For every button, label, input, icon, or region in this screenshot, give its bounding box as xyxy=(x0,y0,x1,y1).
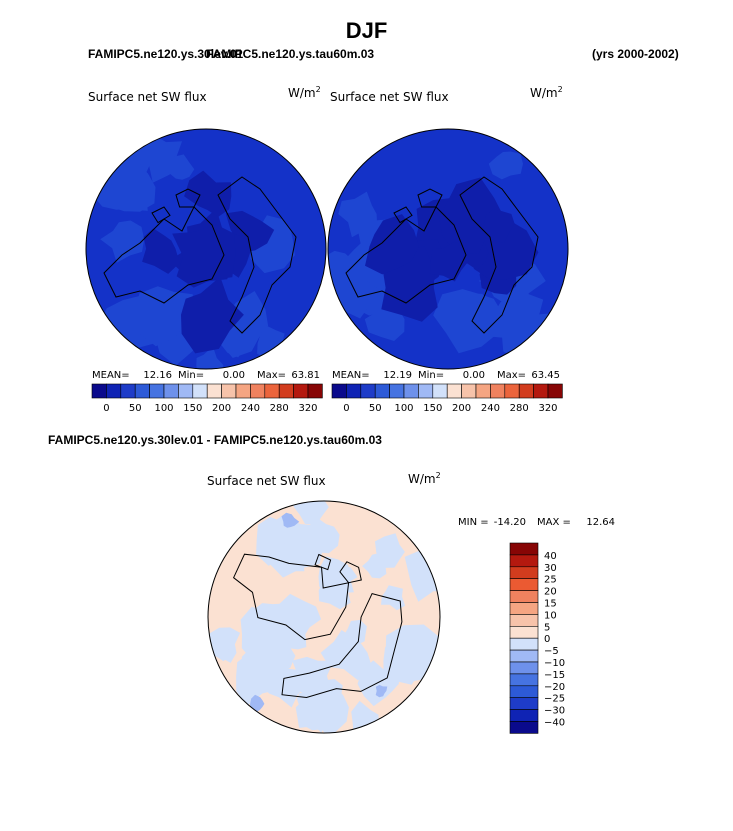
panel-3-colorbar-tick: −25 xyxy=(544,693,566,705)
panel-1-colorbar-box xyxy=(207,384,221,398)
panel-2-colorbar-box xyxy=(476,384,490,398)
panel-3-colorbar-box xyxy=(510,710,538,722)
panel-1-colorbar-tick: 150 xyxy=(183,403,203,414)
panel-3-colorbar-box xyxy=(510,626,538,638)
panel-2-colorbar-tick: 0 xyxy=(343,403,350,414)
panel-1-colorbar-box xyxy=(222,384,236,398)
panel-1-colorbar-tick: 240 xyxy=(240,403,260,414)
panel-1-max-label: Max= xyxy=(257,370,287,381)
panel-1-units: $W/m^2$ xyxy=(288,85,321,100)
panel-2-max-label: Max= xyxy=(497,370,527,381)
panel-2-colorbar-box xyxy=(548,384,562,398)
case-2-label: FAMIPC5.ne120.ys.tau60m.03 xyxy=(206,47,375,61)
panel-2-mean-value: 12.19 xyxy=(383,370,412,381)
panel-2-colorbar-box xyxy=(390,384,404,398)
panel-3-colorbar-tick: −30 xyxy=(544,705,566,717)
panel-2-colorbar-box xyxy=(375,384,389,398)
page-title: DJF xyxy=(345,18,388,43)
panel-3-colorbar-tick: 40 xyxy=(544,550,557,562)
panel-1-colorbar-tick: 0 xyxy=(103,403,110,414)
panel-2-colorbar-box xyxy=(447,384,461,398)
panel-1-mean-value: 12.16 xyxy=(143,370,172,381)
panel-3-colorbar-tick: −20 xyxy=(544,681,566,693)
panel-1-min-value: 0.00 xyxy=(222,370,245,381)
panel-2-title: Surface net SW flux xyxy=(330,90,449,104)
panel-2-colorbar-box xyxy=(404,384,418,398)
panel-1-colorbar-box xyxy=(236,384,250,398)
panel-2-colorbar-box xyxy=(490,384,504,398)
panel-1-title: Surface net SW flux xyxy=(88,90,207,104)
panel-3-min-label: MIN = xyxy=(458,517,489,528)
panel-1-colorbar-tick: 100 xyxy=(154,403,174,414)
panel-1-min-label: Min= xyxy=(178,370,205,381)
panel-1-colorbar-box xyxy=(308,384,322,398)
panel-3-colorbar-tick: 30 xyxy=(544,562,557,574)
panel-1-colorbar-box xyxy=(250,384,264,398)
panel-1-colorbar-box xyxy=(279,384,293,398)
panel-2-min-label: Min= xyxy=(418,370,445,381)
panel-3-colorbar-box xyxy=(510,603,538,615)
panel-3-colorbar-box xyxy=(510,567,538,579)
panel-1-colorbar-box xyxy=(265,384,279,398)
panel-2-units: $W/m^2$ xyxy=(530,85,563,100)
panel-2-colorbar-box xyxy=(505,384,519,398)
panel-3-max-value: 12.64 xyxy=(586,517,615,528)
panel-2-colorbar-box xyxy=(534,384,548,398)
years-label: (yrs 2000-2002) xyxy=(592,47,679,61)
panel-2-max-value: 63.45 xyxy=(531,370,560,381)
panel-1-colorbar-tick: 50 xyxy=(128,403,142,414)
panel-3-min-value: -14.20 xyxy=(493,517,526,528)
panel-3-colorbar-box xyxy=(510,614,538,626)
panel-3-colorbar-box xyxy=(510,650,538,662)
panel-2-mean-label: MEAN= xyxy=(332,370,370,381)
panel-2-colorbar-box xyxy=(361,384,375,398)
panel-2-colorbar-box xyxy=(519,384,533,398)
panel-1-colorbar-box xyxy=(164,384,178,398)
panel-3-colorbar-box xyxy=(510,543,538,555)
panel-3-colorbar-box xyxy=(510,722,538,734)
panel-3-colorbar-tick: 5 xyxy=(544,622,551,634)
panel-3-colorbar-tick: 10 xyxy=(544,610,557,622)
panel-3-units: $W/m^2$ xyxy=(408,471,441,486)
panel-1-colorbar-box xyxy=(106,384,120,398)
panel-2-colorbar-box xyxy=(418,384,432,398)
panel-3-title: Surface net SW flux xyxy=(207,474,326,488)
panel-3-colorbar-box xyxy=(510,579,538,591)
panel-1-mean-label: MEAN= xyxy=(92,370,130,381)
panel-1-colorbar-box xyxy=(294,384,308,398)
panel-1-max-value: 63.81 xyxy=(291,370,320,381)
panel-3-colorbar-box xyxy=(510,674,538,686)
panel-2-colorbar-tick: 280 xyxy=(509,403,529,414)
panel-3-colorbar-box xyxy=(510,686,538,698)
panel-2-colorbar-box xyxy=(346,384,360,398)
panel-2-colorbar-tick: 240 xyxy=(480,403,500,414)
panel-1-colorbar-box xyxy=(178,384,192,398)
panel-1-colorbar-tick: 200 xyxy=(212,403,232,414)
panel-2-colorbar-tick: 200 xyxy=(452,403,472,414)
panel-3-colorbar-tick: 0 xyxy=(544,634,551,646)
panel-2-colorbar-tick: 50 xyxy=(368,403,382,414)
panel-2-colorbar-box xyxy=(462,384,476,398)
panel-2-colorbar-tick: 150 xyxy=(423,403,443,414)
panel-3-colorbar-tick: −40 xyxy=(544,717,566,729)
panel-1-colorbar-tick: 280 xyxy=(269,403,289,414)
panel-2-colorbar-box xyxy=(332,384,346,398)
panel-3-colorbar-tick: −10 xyxy=(544,658,566,669)
panel-2-colorbar-tick: 100 xyxy=(394,403,414,414)
panel-3-colorbar-box xyxy=(510,591,538,603)
panel-1-colorbar-box xyxy=(193,384,207,398)
panel-1-colorbar-tick: 320 xyxy=(298,403,318,414)
panel-3-colorbar-box xyxy=(510,555,538,567)
panel-3-colorbar-box xyxy=(510,662,538,674)
panel-3-colorbar-tick: 20 xyxy=(544,586,557,598)
difference-title: FAMIPC5.ne120.ys.30lev.01 - FAMIPC5.ne120.ys.tau60m.03 xyxy=(48,433,382,447)
panel-3-colorbar-tick: 15 xyxy=(544,598,557,610)
panel-1-colorbar-box xyxy=(135,384,149,398)
panel-1-colorbar-box xyxy=(150,384,164,398)
panel-1-colorbar-box xyxy=(121,384,135,398)
panel-3-max-label: MAX = xyxy=(537,517,571,528)
panel-3-colorbar-tick: 25 xyxy=(544,574,557,586)
panel-1-colorbar-box xyxy=(92,384,106,398)
panel-3-colorbar-tick: −15 xyxy=(544,669,566,681)
panel-3-colorbar-tick: −5 xyxy=(544,646,559,658)
panel-2-colorbar-tick: 320 xyxy=(538,403,558,414)
panel-2-min-value: 0.00 xyxy=(462,370,485,381)
panel-2-colorbar-box xyxy=(433,384,447,398)
panel-3-colorbar-box xyxy=(510,698,538,710)
case-1-label: FAMIPC5.ne120.ys.30lev.01 xyxy=(88,47,244,61)
panel-3-colorbar-box xyxy=(510,638,538,650)
